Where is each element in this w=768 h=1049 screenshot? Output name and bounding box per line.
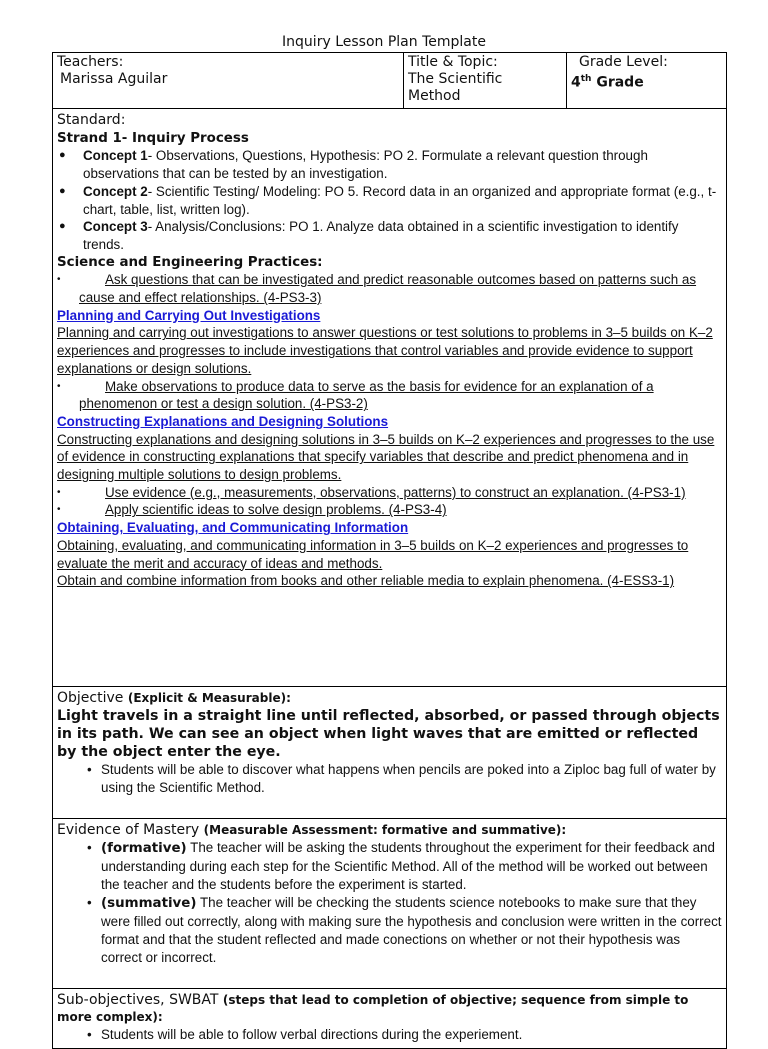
teachers-value: Marissa Aguilar — [60, 71, 168, 87]
objective-statement: Light travels in a straight line until reflected, absorbed, or passed through objects in its path. We can see an object when light waves that are emitted or reflected by the object enter the eye. — [57, 708, 720, 760]
concept-3: ● Concept 3- Analysis/Conclusions: PO 1. Analyze data obtained in a scientific investigation to identify trends. — [57, 218, 722, 253]
standard-row — [53, 109, 727, 687]
title-topic-label: Title & Topic: — [408, 54, 498, 70]
combine-information-paragraph: Obtain and combine information from books and other reliable media to explain phenomena. (4-ESS3-1) — [57, 573, 675, 589]
title-topic-value-line2: Method — [408, 88, 461, 104]
objective-cell — [53, 687, 727, 819]
grade-level-label: Grade Level: — [579, 54, 668, 70]
planning-paragraph: Planning and carrying out investigations to answer questions or test solutions to problems in 3–5 builds on K–2 experiences and progresses to include investigations that control variables and provide evidence to support explanations or design solutions. — [57, 325, 713, 376]
evidence-heading: Evidence of Mastery (Measurable Assessment: formative and summative): — [57, 822, 567, 838]
constructing-paragraph: Constructing explanations and designing solutions in 3–5 builds on K–2 experiences and progresses to the use of evidence in constructing explanations that specify variables that describe and predict phenomena and in designing multiple solutions to design problems. — [57, 431, 715, 483]
standard-label: Standard: — [57, 112, 126, 128]
practice-item-1: • Ask questions that can be investigated and predict reasonable outcomes based on patterns such as cause and effect relationships. (4-PS3-3) — [57, 271, 722, 306]
objective-bullet: • Students will be able to discover what happens when pencils are poked into a Ziploc bag full of water by using the Scientific Method. — [57, 761, 722, 797]
link-planning-investigations[interactable]: Planning and Carrying Out Investigations — [57, 307, 321, 323]
link-obtaining-information[interactable]: Obtaining, Evaluating, and Communicating Information — [57, 520, 409, 536]
practice-item-3: • Use evidence (e.g., measurements, observations, patterns) to construct an explanation. (4-PS3-1) — [57, 484, 722, 502]
objective-row — [53, 687, 727, 819]
subobjectives-row — [53, 989, 727, 1049]
practice-item-2: • Make observations to produce data to serve as the basis for evidence for an explanation of a phenomenon or test a design solution. (4-PS3-2) — [57, 378, 722, 413]
obtaining-paragraph: Obtaining, evaluating, and communicating information in 3–5 builds on K–2 experiences and progresses to evaluate the merit and accuracy of ideas and methods. — [57, 537, 689, 571]
summative-item: • (summative) The teacher will be checking the students science notebooks to make sure that they were filled out correctly, along with making sure the hypothesis and conclusion were written in the correct format and that the student reflected and made conections on whether or not their hypothesis was correct or incorrect. — [57, 894, 722, 967]
subobjectives-heading: Sub-objectives, SWBAT (steps that lead to completion of objective; sequence from simple to more complex): — [57, 992, 689, 1024]
standard-cell — [53, 109, 727, 687]
document-title: Inquiry Lesson Plan Template — [282, 34, 486, 50]
formative-item: • (formative) The teacher will be asking the students throughout the experiment for their feedback and understanding during each step for the Scientific Method. All of the method will be worked out between the teacher and the students before the experiment is started. — [57, 839, 722, 894]
concept-2: ● Concept 2- Scientific Testing/ Modeling: PO 5. Record data in an organized and appropriate format (e.g., t-chart, table, list, written log). — [57, 183, 722, 218]
link-constructing-explanations[interactable]: Constructing Explanations and Designing Solutions — [57, 413, 389, 429]
subobjectives-cell — [53, 989, 727, 1049]
concept-1: ● Concept 1- Observations, Questions, Hypothesis: PO 2. Formulate a relevant question through observations that can be tested by an investigation. — [57, 147, 722, 182]
header-row — [53, 53, 727, 109]
grade-level-cell — [567, 53, 727, 109]
grade-level-value: 4th Grade — [571, 74, 644, 91]
objective-heading: Objective (Explicit & Measurable): — [57, 690, 291, 706]
practices-heading: Science and Engineering Practices: — [57, 254, 323, 270]
teachers-label: Teachers: — [57, 54, 124, 70]
strand-heading: Strand 1- Inquiry Process — [57, 130, 249, 146]
evidence-cell — [53, 819, 727, 989]
teachers-cell — [53, 53, 404, 109]
practice-item-4: • Apply scientific ideas to solve design problems. (4-PS3-4) — [57, 501, 722, 519]
evidence-row — [53, 819, 727, 989]
title-topic-value-line1: The Scientific — [408, 71, 503, 87]
title-topic-cell — [404, 53, 567, 109]
subobjectives-bullet: • Students will be able to follow verbal directions during the experiement. — [57, 1026, 722, 1044]
lesson-plan-table — [52, 52, 727, 1049]
